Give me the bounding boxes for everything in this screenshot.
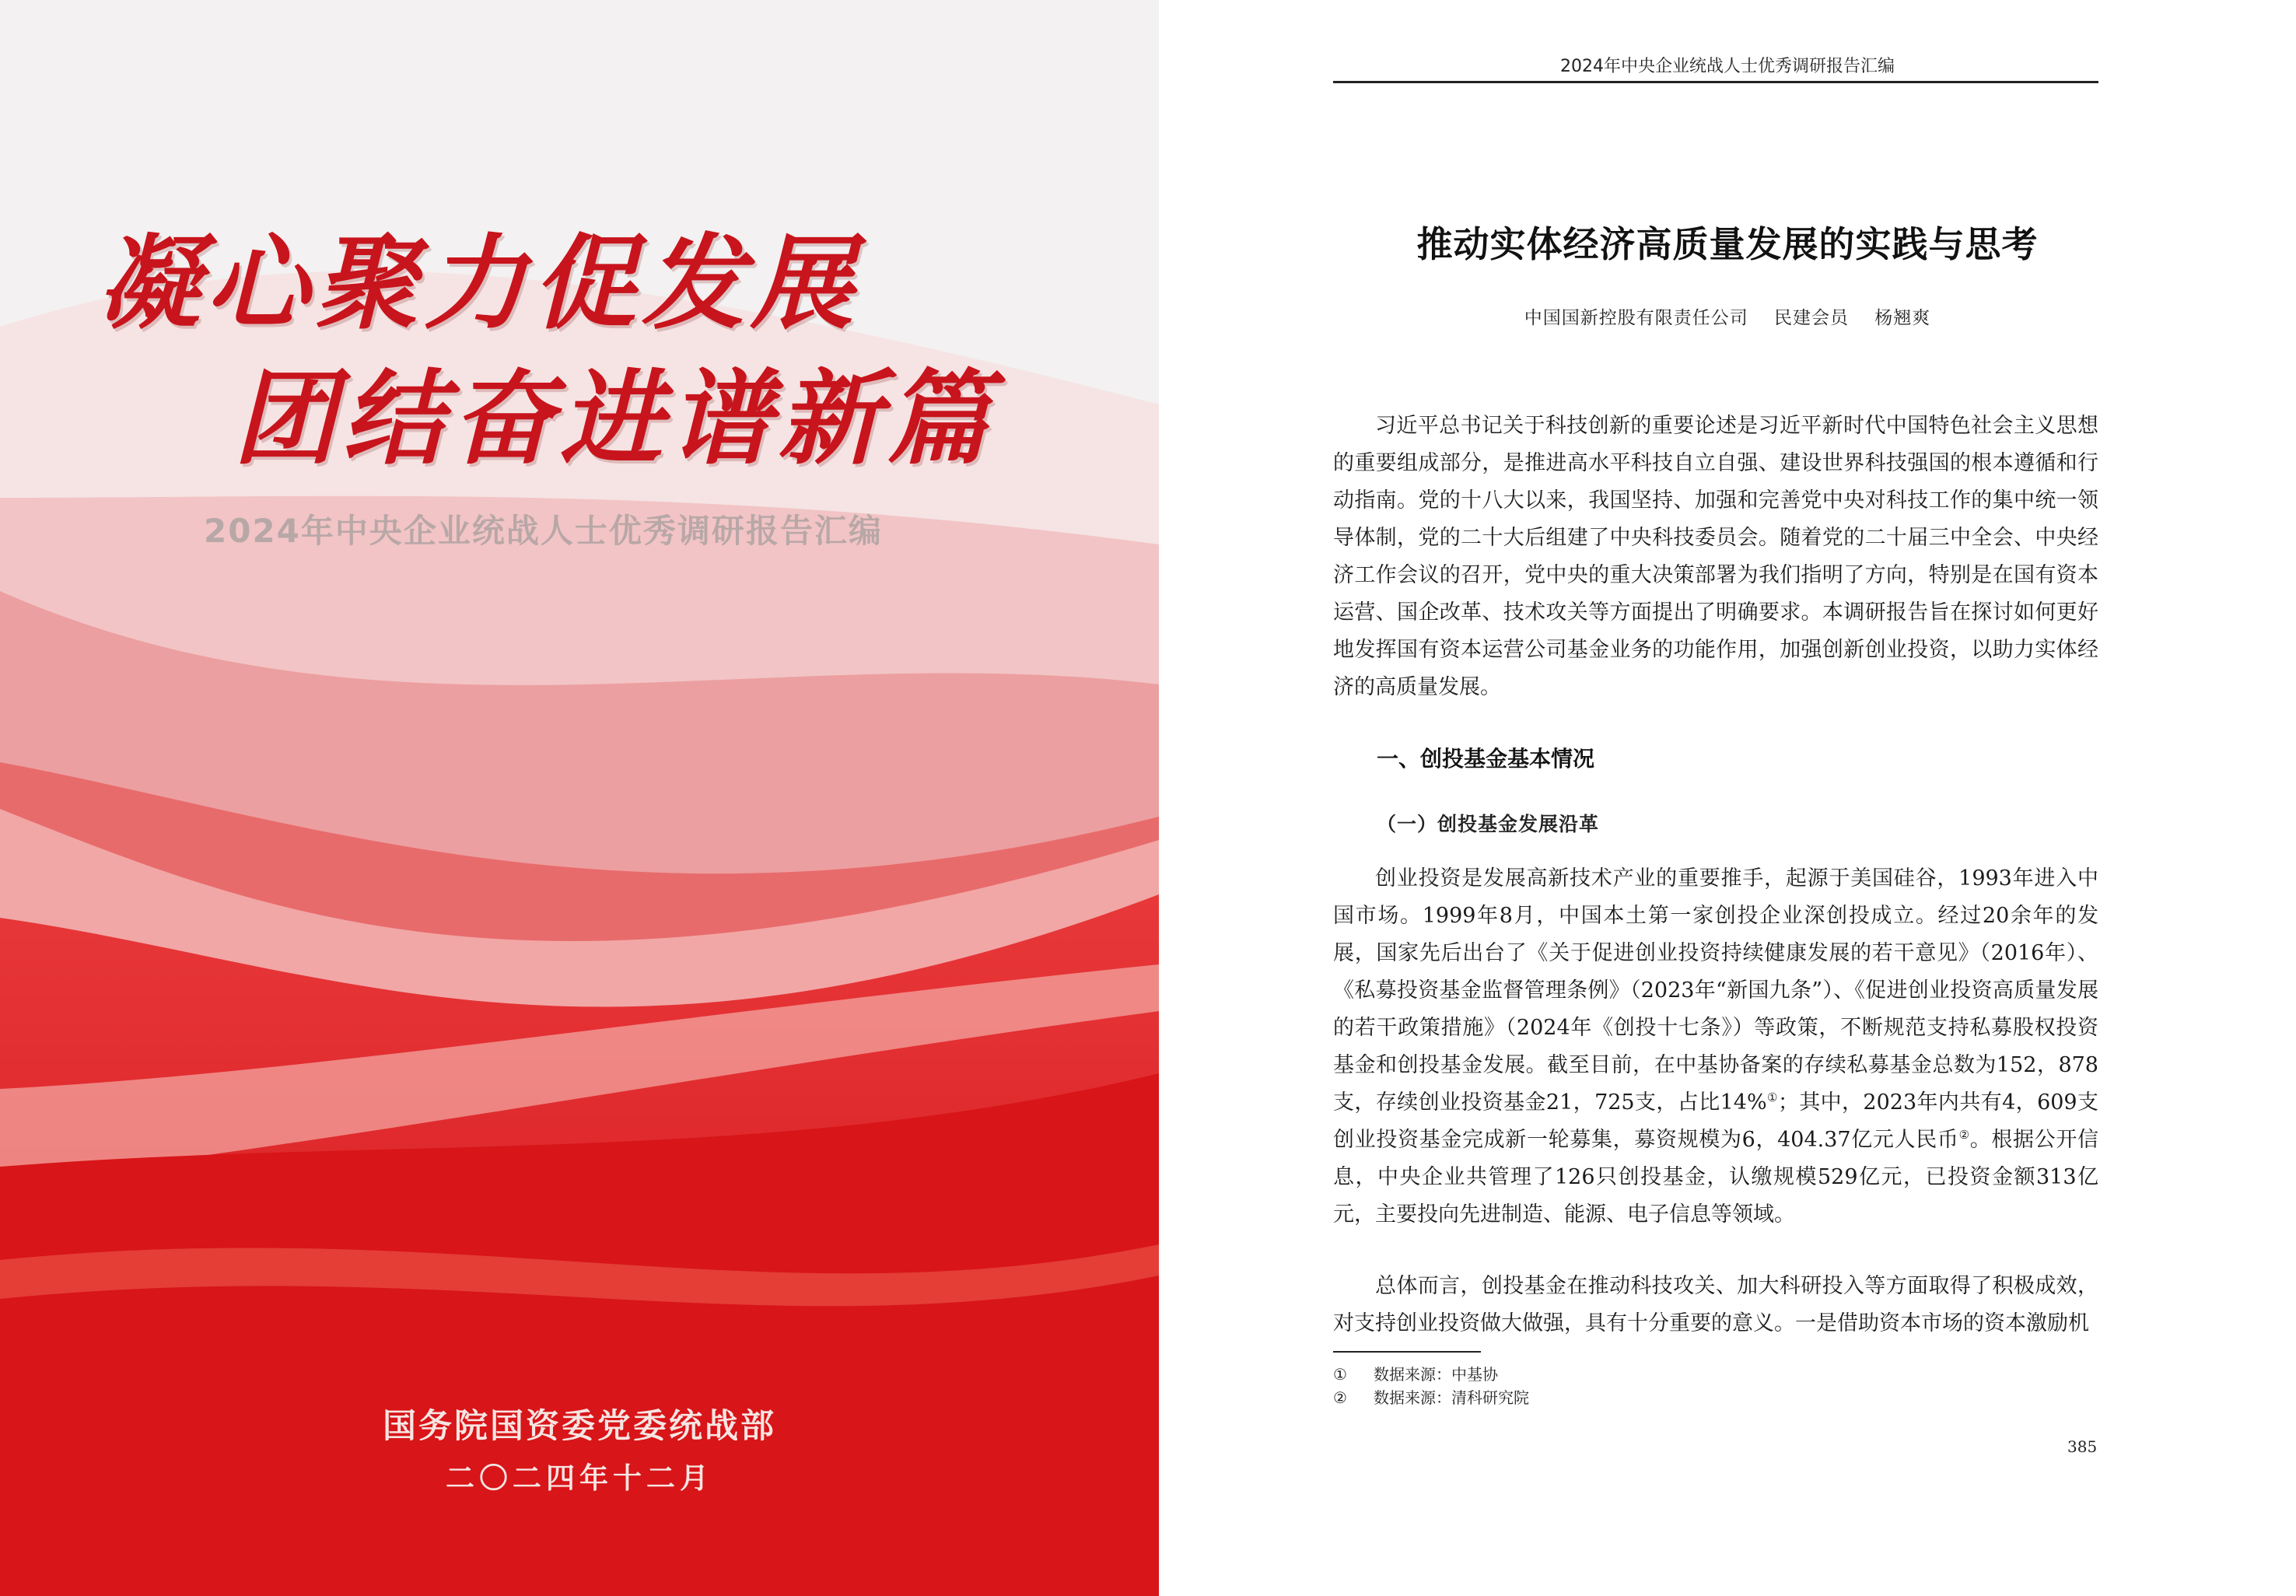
footnote-mark: ②: [1333, 1388, 1347, 1407]
cover-publisher: 国务院国资委党委统战部: [383, 1407, 776, 1446]
paragraph-text: 习近平总书记关于科技创新的重要论述是习近平新时代中国特色社会主义思想的重要组成部分，是推进高水平科技自立自强、建设世界科技强国的根本遵循和行动指南。党的十八大以来，我国坚持、加强和完善党中央对科技工作的集中统一领导体制，党的二十大后组建了中央科技委员会。随着党的二十届三中全会、中央经济工作会议的召开，党中央的重大决策部署为我们指明了方向，特别是在国有资本运营、国企改革、技术攻关等方面提出了明确要求。本调研报告旨在探讨如何更好地发挥国有资本运营公司基金业务的功能作用，加强创新创业投资，以助力实体经济的高质量发展。: [1333, 414, 2098, 699]
running-header: 2024年中央企业统战人士优秀调研报告汇编: [1560, 57, 1895, 76]
cover-date: 二〇二四年十二月: [446, 1461, 713, 1495]
author-byline: 中国国新控股有限责任公司 民建会员 杨翘爽: [1524, 308, 1931, 328]
footnote-text: 数据来源：中基协: [1374, 1365, 1498, 1384]
paragraph-segment: ；其中，2023年内共有4，609支创业投资基金完成新一轮募集，募资规模为6，404.37亿元人民币: [1333, 1090, 2099, 1152]
subsection-heading: （一）创投基金发展沿革: [1377, 813, 1600, 835]
document-page: [1159, 0, 2296, 1596]
footnote-1: [1333, 1363, 1529, 1386]
paragraph-segment: 。根据公开信息，中央企业共管理了126只创投基金，认缴规模529亿元，已投资金额313亿元，主要投向先进制造、能源、电子信息等领域。: [1333, 1128, 2099, 1227]
footnote-text: 数据来源：清科研究院: [1374, 1388, 1529, 1407]
cover-title-line-2: 团结奋进谱新篇: [233, 359, 996, 479]
header-rule: [1333, 81, 2098, 83]
paragraph-segment: 创业投资是发展高新技术产业的重要推手，起源于美国硅谷，1993年进入中国市场。1999年8月，中国本土第一家创投企业深创投成立。经过20余年的发展，国家先后出台了《关于促进创业投资持续健康发展的若干意见》（2016年）、《私募投资基金监督管理条例》（2023年“新国九条”）、《促进创业投资高质量发展的若干政策措施》（2024年《创投十七条》）等政策，不断规范支持私募股权投资基金和创投基金发展。截至目前，在中基协备案的存续私募基金总数为152，878支，存续创业投资基金21，725支，占比14%: [1333, 866, 2098, 1115]
cover-title-line-1: 凝心聚力促发展: [97, 224, 859, 344]
section-heading: 一、创投基金基本情况: [1377, 746, 1595, 772]
footnote-mark: ①: [1333, 1365, 1347, 1384]
paragraph-text: [1333, 860, 2098, 1234]
cover-subtitle: 2024年中央企业统战人士优秀调研报告汇编: [204, 512, 883, 550]
paragraph-history: [1333, 860, 2098, 1234]
footnotes: [1333, 1363, 1529, 1409]
paragraph-intro: [1333, 408, 2098, 706]
footnote-ref-2: ②: [1958, 1128, 1970, 1142]
footnote-rule: [1333, 1351, 1481, 1353]
footnote-ref-1: ①: [1766, 1090, 1778, 1104]
paragraph-summary: [1333, 1268, 2098, 1342]
article-title: 推动实体经济高质量发展的实践与思考: [1416, 223, 2039, 265]
paragraph-text: 总体而言，创投基金在推动科技攻关、加大科研投入等方面取得了积极成效，对支持创业投资做大做强，具有十分重要的意义。一是借助资本市场的资本激励机: [1333, 1274, 2098, 1335]
page-number: 385: [2067, 1437, 2098, 1456]
footnote-2: [1333, 1386, 1529, 1409]
